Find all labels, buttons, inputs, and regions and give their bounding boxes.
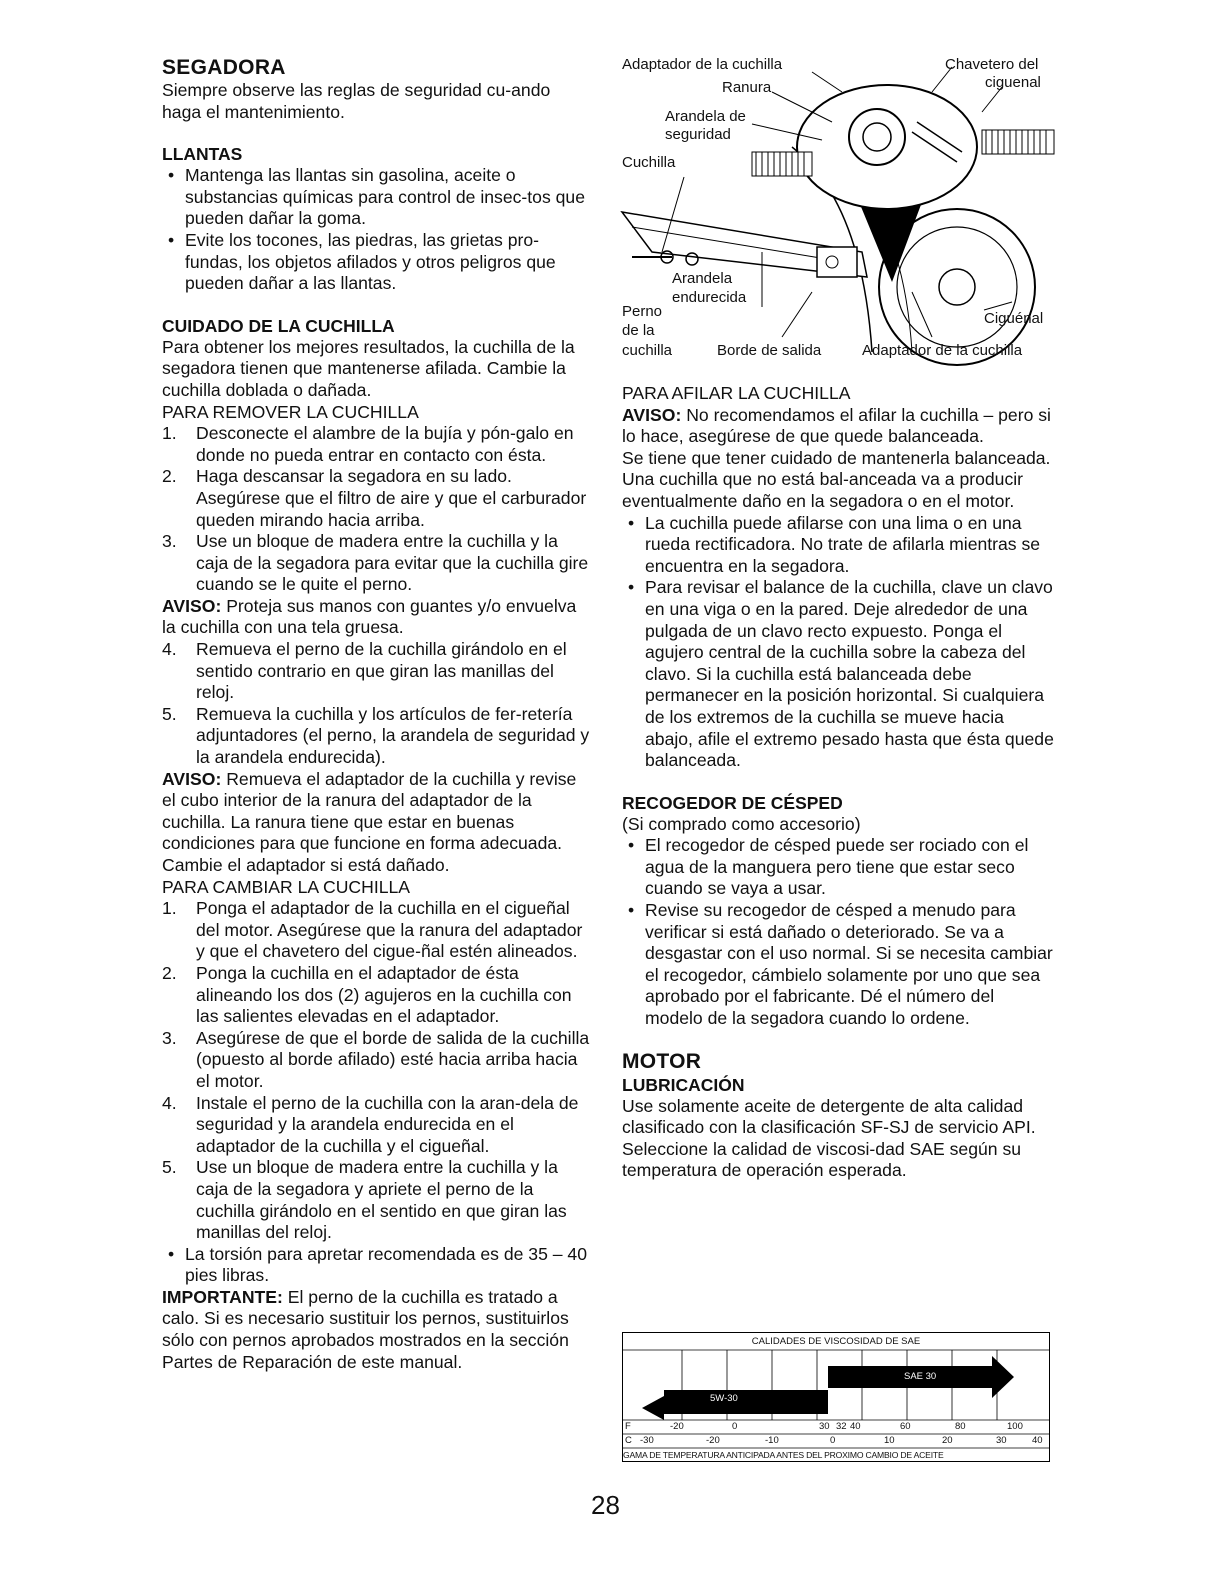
- list-item: 4. Remueva el perno de la cuchilla girándolo en el sentido contrario en que giran las manillas del reloj.: [162, 639, 567, 703]
- viscosity-chart: [622, 1332, 1050, 1462]
- list-item: • La torsión para apretar recomendada es de 35 – 40 pies libras.: [162, 1244, 592, 1287]
- llantas-heading: LLANTAS: [162, 144, 243, 165]
- c-tick: -20: [706, 1435, 720, 1446]
- f-tick: 40: [850, 1421, 861, 1432]
- list-item: 2. Ponga la cuchilla en el adaptador de ésta alineando los dos (2) agujeros en la cuchilla con las salientes elevadas en el adaptador.: [162, 962, 572, 1027]
- importante-note: IMPORTANTE: El perno de la cuchilla es tratado a calo. Si es necesario sustituir los pernos, sustituirlos sólo con pernos aprobados mostrados en la sección Partes de Reparación de este manual.: [162, 1286, 569, 1372]
- segadora-heading: SEGADORA: [162, 56, 286, 79]
- label-adaptador-bottom: Adaptador de la cuchilla: [862, 342, 1023, 359]
- f-tick: 0: [732, 1421, 738, 1432]
- list-item: 3. Use un bloque de madera entre la cuchilla y la caja de la segadora para evitar que la cuchilla gire cuando se le quite el perno.: [162, 531, 589, 595]
- aviso-afilar: AVISO: No recomendamos el afilar la cuchilla – pero si lo hace, asegúrese de que quede balanceada.: [622, 404, 1051, 447]
- c-tick: -30: [640, 1435, 654, 1446]
- list-item: 3. Asegúrese de que el borde de salida de la cuchilla (opuesto al borde afilado) esté hacia arriba hacia el motor.: [162, 1027, 590, 1091]
- chart-footer: GAMA DE TEMPERATURA ANTICIPADA ANTES DEL PROXIMO CAMBIO DE ACEITE: [623, 1450, 944, 1460]
- label-perno-1: Perno: [622, 303, 663, 320]
- lubricacion-text: Use solamente aceite de detergente de alta calidad clasificado con la clasificación SF-SJ de servicio API. Seleccione la calidad de viscosi-dad SAE según su temperatura de operación esperada.: [622, 1095, 1036, 1181]
- recogedor-list: [622, 835, 1054, 1029]
- c-tick: 40: [1032, 1435, 1043, 1446]
- left-column: [162, 56, 592, 1373]
- chart-graphic: [622, 1332, 1050, 1462]
- motor-heading: MOTOR: [622, 1049, 702, 1073]
- c-tick: -10: [765, 1435, 779, 1446]
- aviso-protect: AVISO: Proteja sus manos con guantes y/o envuelva la cuchilla con una tela gruesa.: [162, 595, 577, 638]
- cuchilla-heading: CUIDADO DE LA CUCHILLA: [162, 315, 395, 336]
- list-item: • Para revisar el balance de la cuchilla, clave un clavo en una viga o en la pared. Deje alrededor de una pulgada de un clavo recto expuesto. Ponga el agujero central de la cuchilla sobre la cabeza del clavo. Si la cuchilla está balanceada debe permanecer en la posición horizontal. Si cualquiera de los extremos de la cuchilla se mueve hacia abajo, afile el extremo pesado hasta que ésta quede balanceada.: [622, 577, 1054, 771]
- f-label: F: [625, 1421, 631, 1432]
- remover-heading: PARA REMOVER LA CUCHILLA: [162, 401, 419, 422]
- right-column: [622, 383, 1054, 1182]
- remover-steps-b: [162, 639, 592, 769]
- c-label: C: [625, 1435, 632, 1446]
- lubricacion-heading: LUBRICACIÓN: [622, 1074, 745, 1095]
- label-borde-salida: Borde de salida: [717, 342, 822, 359]
- label-arandela-endurecida-2: endurecida: [672, 289, 747, 306]
- label-5w30: 5W-30: [710, 1393, 738, 1404]
- list-item: 2. Haga descansar la segadora en su lado. Asegúrese que el filtro de aire y que el carburador queden mirando hacia arriba.: [162, 466, 587, 530]
- label-sae30: SAE 30: [904, 1371, 937, 1382]
- label-chavetero-2: ciguenal: [985, 74, 1041, 91]
- remover-steps-a: [162, 423, 592, 596]
- f-tick: -20: [670, 1421, 684, 1432]
- recogedor-heading: RECOGEDOR DE CÉSPED: [622, 792, 843, 813]
- list-item: 1. Ponga el adaptador de la cuchilla en el cigueñal del motor. Asegúrese que la ranura del adaptador y que el chavetero del cigue-ñal estén alineados.: [162, 898, 583, 962]
- list-item: 5. Remueva la cuchilla y los artículos de fer-retería adjuntadores (el perno, la arandela de seguridad y la arandela endurecida).: [162, 703, 590, 768]
- aviso-adapter: AVISO: Remueva el adaptador de la cuchilla y revise el cubo interior de la ranura del adaptador de la cuchilla. La ranura tiene que estar en buenas condiciones para que funcione en forma adecuada. Cambie el adaptador si está dañado.: [162, 768, 577, 875]
- page-number: 28: [591, 1490, 620, 1520]
- label-perno-2: de la: [622, 322, 655, 339]
- label-arandela-endurecida-1: Arandela: [672, 270, 733, 287]
- llantas-list: [162, 165, 592, 295]
- torsion-list: [162, 1244, 592, 1287]
- label-arandela-seguridad-1: Arandela de: [665, 108, 746, 125]
- recogedor-sub: (Si comprado como accesorio): [622, 813, 861, 834]
- afilar-list: [622, 513, 1054, 772]
- list-item: • Revise su recogedor de césped a menudo para verificar si está dañado o deteriorado. Se va a desgastar con el uso normal. Si se necesita cambiar el recogedor, cámbielo solamente por uno que sea aprobado por el fabricante. Dé el número del modelo de la segadora cuando lo ordene.: [622, 900, 1054, 1030]
- cuchilla-intro: Para obtener los mejores resultados, la cuchilla de la segadora tienen que mantenerse afilada. Cambie la cuchilla doblada o dañada.: [162, 336, 575, 400]
- list-item: 1. Desconecte el alambre de la bujía y pón-galo en donde no pueda entrar en contacto con ésta.: [162, 423, 574, 465]
- c-tick: 30: [996, 1435, 1007, 1446]
- f-tick: 80: [955, 1421, 966, 1432]
- f-tick: 100: [1007, 1421, 1023, 1432]
- segadora-text: Siempre observe las reglas de seguridad cu-ando haga el mantenimiento.: [162, 80, 551, 122]
- list-item: • La cuchilla puede afilarse con una lima o en una rueda rectificadora. No trate de afilarla mientras se encuentra en la segadora.: [622, 513, 1054, 578]
- label-adaptador-top: Adaptador de la cuchilla: [622, 56, 783, 73]
- list-item: 5. Use un bloque de madera entre la cuchilla y la caja de la segadora y apriete el perno de la cuchilla girándolo en el sentido en que giran las manillas del reloj.: [162, 1157, 567, 1243]
- label-arandela-seguridad-2: seguridad: [665, 126, 731, 143]
- cambiar-steps: [162, 898, 592, 1244]
- cambiar-heading: PARA CAMBIAR LA CUCHILLA: [162, 876, 411, 897]
- label-ciguenal: Ciguénal: [984, 310, 1044, 327]
- chart-title: CALIDADES DE VISCOSIDAD DE SAE: [751, 1336, 921, 1347]
- label-ranura: Ranura: [722, 79, 772, 96]
- label-chavetero-1: Chavetero del: [945, 56, 1039, 73]
- c-tick: 0: [830, 1435, 836, 1446]
- label-perno-3: cuchilla: [622, 342, 673, 359]
- list-item: • Mantenga las llantas sin gasolina, aceite o substancias químicas para control de insec-tos que pueden dañar la goma.: [162, 165, 592, 230]
- list-item: • Evite los tocones, las piedras, las grietas pro-fundas, los objetos afilados y otros peligros que pueden dañar a las llantas.: [162, 230, 592, 295]
- f-tick: 60: [900, 1421, 911, 1432]
- list-item: 4. Instale el perno de la cuchilla con la aran-dela de seguridad y la arandela endurecida en el adaptador de la cuchilla y el cigueñal.: [162, 1092, 579, 1156]
- list-item: • El recogedor de césped puede ser rociado con el agua de la manguera pero tiene que estar seco cuando se vaya a usar.: [622, 835, 1054, 900]
- balance-text: Se tiene que tener cuidado de mantenerla balanceada. Una cuchilla que no está bal-anceada va a producir eventualmente daño en la segadora o en el motor.: [622, 447, 1051, 511]
- f-tick: 30: [819, 1421, 830, 1432]
- f-tick: 32: [836, 1421, 847, 1432]
- c-tick: 10: [884, 1435, 895, 1446]
- blade-assembly-diagram: [612, 52, 1058, 372]
- afilar-heading: PARA AFILAR LA CUCHILLA: [622, 383, 851, 403]
- label-cuchilla: Cuchilla: [622, 154, 676, 171]
- c-tick: 20: [942, 1435, 953, 1446]
